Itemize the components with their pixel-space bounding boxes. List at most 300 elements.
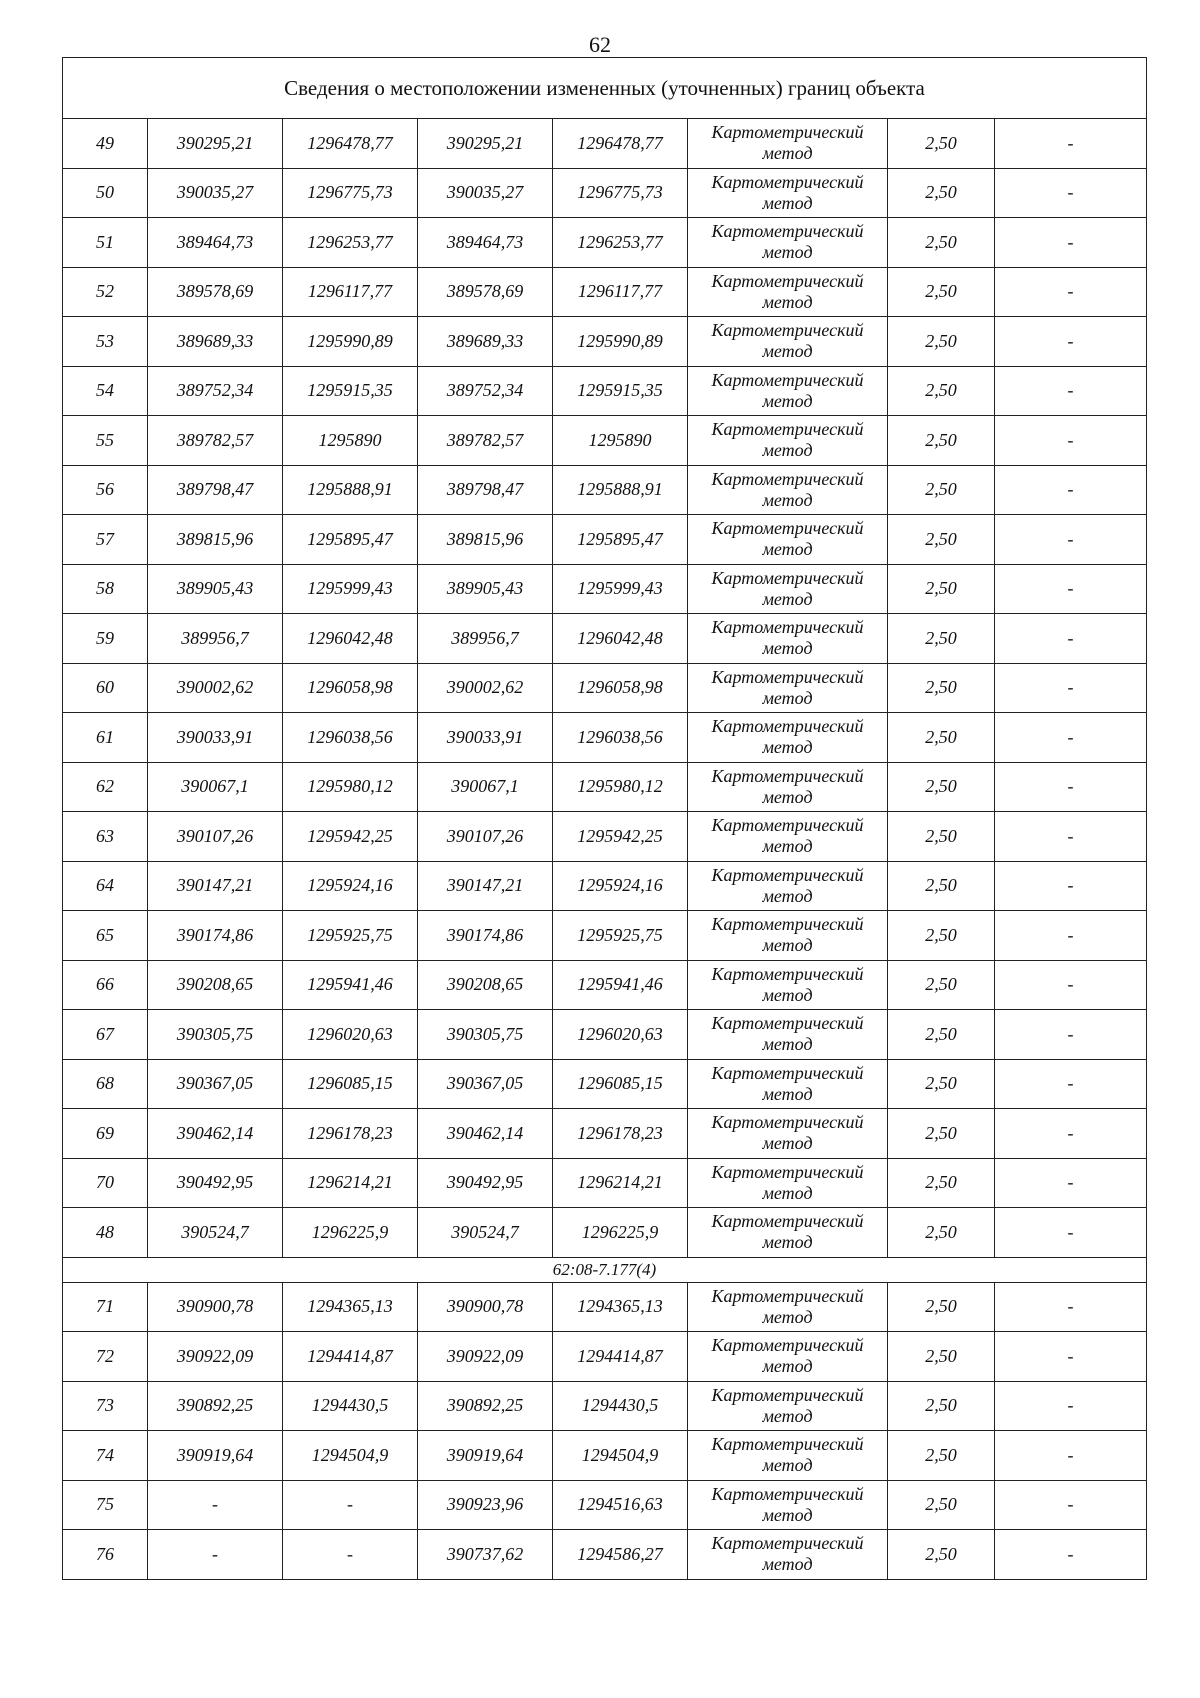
refined-x-cell: 390462,14 [418,1109,553,1159]
description-cell: - [995,1208,1147,1258]
table-row [63,911,1147,961]
existing-y-cell: 1295941,46 [283,960,418,1010]
accuracy-cell: 2,50 [888,911,995,961]
point-number-cell: 52 [63,267,148,317]
table-title-row [63,58,1147,119]
existing-y-cell: - [283,1530,418,1580]
description-cell: - [995,416,1147,466]
description-cell: - [995,762,1147,812]
table-row [63,1282,1147,1332]
method-line2: метод [762,1232,813,1253]
refined-x-cell: 390147,21 [418,861,553,911]
method-line2: метод [762,786,813,807]
method-line2: метод [762,242,813,263]
description-cell: - [995,119,1147,169]
table-row [63,713,1147,763]
refined-y-cell: 1295890 [553,416,688,466]
refined-y-cell: 1295925,75 [553,911,688,961]
existing-y-cell: 1296117,77 [283,267,418,317]
method-line2: метод [762,390,813,411]
method-line2: метод [762,836,813,857]
description-cell: - [995,1282,1147,1332]
method-cell [688,515,888,565]
point-number-cell: 69 [63,1109,148,1159]
refined-y-cell: 1294516,63 [553,1480,688,1530]
method-cell [688,416,888,466]
refined-y-cell: 1295895,47 [553,515,688,565]
refined-y-cell: 1295980,12 [553,762,688,812]
method-cell [688,1010,888,1060]
table-row [63,1010,1147,1060]
existing-x-cell: - [148,1480,283,1530]
method-cell [688,1208,888,1258]
table-row [63,1332,1147,1382]
accuracy-cell: 2,50 [888,960,995,1010]
existing-x-cell: 389578,69 [148,267,283,317]
method-cell [688,564,888,614]
refined-y-cell: 1294504,9 [553,1431,688,1481]
existing-x-cell: 389956,7 [148,614,283,664]
existing-y-cell: 1295925,75 [283,911,418,961]
method-line1: Картометрический [711,369,864,390]
description-cell: - [995,515,1147,565]
method-cell [688,119,888,169]
point-number-cell: 59 [63,614,148,664]
method-cell [688,1480,888,1530]
table-row [63,317,1147,367]
refined-y-cell: 1294586,27 [553,1530,688,1580]
existing-x-cell: 390035,27 [148,168,283,218]
table-row [63,1208,1147,1258]
existing-y-cell: 1295980,12 [283,762,418,812]
method-line2: метод [762,291,813,312]
method-line1: Картометрический [711,815,864,836]
description-cell: - [995,960,1147,1010]
description-cell: - [995,713,1147,763]
method-cell [688,1381,888,1431]
accuracy-cell: 2,50 [888,416,995,466]
table-row [63,515,1147,565]
existing-y-cell: 1296775,73 [283,168,418,218]
method-line1: Картометрический [711,914,864,935]
description-cell: - [995,1530,1147,1580]
method-line2: метод [762,440,813,461]
refined-y-cell: 1296253,77 [553,218,688,268]
description-cell: - [995,614,1147,664]
method-cell [688,218,888,268]
existing-y-cell: 1296225,9 [283,1208,418,1258]
refined-y-cell: 1296225,9 [553,1208,688,1258]
method-line2: метод [762,1504,813,1525]
accuracy-cell: 2,50 [888,1530,995,1580]
accuracy-cell: 2,50 [888,366,995,416]
refined-y-cell: 1296020,63 [553,1010,688,1060]
accuracy-cell: 2,50 [888,1059,995,1109]
existing-y-cell: 1296085,15 [283,1059,418,1109]
method-cell [688,762,888,812]
method-line2: метод [762,737,813,758]
method-line2: метод [762,489,813,510]
description-cell: - [995,465,1147,515]
method-cell [688,465,888,515]
method-cell [688,1109,888,1159]
refined-x-cell: 390919,64 [418,1431,553,1481]
accuracy-cell: 2,50 [888,317,995,367]
refined-x-cell: 390035,27 [418,168,553,218]
refined-y-cell: 1294365,13 [553,1282,688,1332]
method-line1: Картометрический [711,171,864,192]
method-line1: Картометрический [711,419,864,440]
method-line2: метод [762,588,813,609]
table-row [63,564,1147,614]
method-cell [688,911,888,961]
method-line1: Картометрический [711,567,864,588]
method-line2: метод [762,539,813,560]
refined-x-cell: 389956,7 [418,614,553,664]
accuracy-cell: 2,50 [888,1332,995,1382]
existing-y-cell: 1296058,98 [283,663,418,713]
description-cell: - [995,861,1147,911]
existing-y-cell: 1295942,25 [283,812,418,862]
refined-x-cell: 390033,91 [418,713,553,763]
refined-x-cell: 390492,95 [418,1158,553,1208]
method-line1: Картометрический [711,617,864,638]
description-cell: - [995,168,1147,218]
point-number-cell: 73 [63,1381,148,1431]
refined-x-cell: 390002,62 [418,663,553,713]
table-row [63,218,1147,268]
existing-x-cell: 390922,09 [148,1332,283,1382]
refined-y-cell: 1296058,98 [553,663,688,713]
refined-y-cell: 1296775,73 [553,168,688,218]
accuracy-cell: 2,50 [888,218,995,268]
method-line1: Картометрический [711,1161,864,1182]
existing-x-cell: 390900,78 [148,1282,283,1332]
point-number-cell: 54 [63,366,148,416]
method-cell [688,1059,888,1109]
method-line2: метод [762,638,813,659]
existing-y-cell: 1295990,89 [283,317,418,367]
point-number-cell: 48 [63,1208,148,1258]
refined-y-cell: 1296214,21 [553,1158,688,1208]
existing-x-cell: - [148,1530,283,1580]
method-line1: Картометрический [711,765,864,786]
point-number-cell: 51 [63,218,148,268]
existing-x-cell: 390892,25 [148,1381,283,1431]
refined-x-cell: 390524,7 [418,1208,553,1258]
method-line1: Картометрический [711,1112,864,1133]
description-cell: - [995,812,1147,862]
existing-y-cell: 1296042,48 [283,614,418,664]
point-number-cell: 57 [63,515,148,565]
point-number-cell: 76 [63,1530,148,1580]
method-line2: метод [762,1306,813,1327]
point-number-cell: 72 [63,1332,148,1382]
point-number-cell: 68 [63,1059,148,1109]
refined-x-cell: 390737,62 [418,1530,553,1580]
refined-y-cell: 1296478,77 [553,119,688,169]
method-line1: Картометрический [711,1434,864,1455]
method-line2: метод [762,1405,813,1426]
method-cell [688,1530,888,1580]
refined-x-cell: 389464,73 [418,218,553,268]
table-row [63,119,1147,169]
existing-x-cell: 389464,73 [148,218,283,268]
existing-x-cell: 389782,57 [148,416,283,466]
point-number-cell: 74 [63,1431,148,1481]
point-number-cell: 64 [63,861,148,911]
method-cell [688,1158,888,1208]
existing-y-cell: - [283,1480,418,1530]
existing-x-cell: 389752,34 [148,366,283,416]
refined-y-cell: 1295941,46 [553,960,688,1010]
accuracy-cell: 2,50 [888,663,995,713]
refined-x-cell: 390892,25 [418,1381,553,1431]
refined-x-cell: 389689,33 [418,317,553,367]
existing-x-cell: 390147,21 [148,861,283,911]
existing-x-cell: 389815,96 [148,515,283,565]
method-cell [688,812,888,862]
table-row [63,1480,1147,1530]
existing-y-cell: 1295888,91 [283,465,418,515]
point-number-cell: 58 [63,564,148,614]
description-cell: - [995,366,1147,416]
existing-x-cell: 390919,64 [148,1431,283,1481]
refined-x-cell: 390107,26 [418,812,553,862]
accuracy-cell: 2,50 [888,861,995,911]
table-row [63,614,1147,664]
existing-y-cell: 1295999,43 [283,564,418,614]
accuracy-cell: 2,50 [888,564,995,614]
table-row [63,1431,1147,1481]
method-line1: Картометрический [711,1335,864,1356]
accuracy-cell: 2,50 [888,168,995,218]
refined-x-cell: 390923,96 [418,1480,553,1530]
page-number: 62 [589,32,611,57]
accuracy-cell: 2,50 [888,614,995,664]
method-cell [688,1431,888,1481]
point-number-cell: 60 [63,663,148,713]
method-cell [688,317,888,367]
description-cell: - [995,1332,1147,1382]
table-row [63,762,1147,812]
refined-x-cell: 389752,34 [418,366,553,416]
point-number-cell: 62 [63,762,148,812]
method-line2: метод [762,1182,813,1203]
accuracy-cell: 2,50 [888,267,995,317]
coordinates-table [62,57,1147,1580]
point-number-cell: 56 [63,465,148,515]
accuracy-cell: 2,50 [888,713,995,763]
description-cell: - [995,1431,1147,1481]
refined-x-cell: 390922,09 [418,1332,553,1382]
table-row [63,812,1147,862]
refined-x-cell: 390174,86 [418,911,553,961]
table-row [63,1381,1147,1431]
refined-x-cell: 389815,96 [418,515,553,565]
description-cell: - [995,1158,1147,1208]
method-line1: Картометрический [711,122,864,143]
method-line1: Картометрический [711,270,864,291]
refined-x-cell: 390295,21 [418,119,553,169]
point-number-cell: 67 [63,1010,148,1060]
method-line1: Картометрический [711,716,864,737]
existing-x-cell: 390492,95 [148,1158,283,1208]
point-number-cell: 61 [63,713,148,763]
method-line1: Картометрический [711,1285,864,1306]
table-row [63,1109,1147,1159]
method-line2: метод [762,192,813,213]
existing-x-cell: 390067,1 [148,762,283,812]
method-line1: Картометрический [711,666,864,687]
existing-y-cell: 1294430,5 [283,1381,418,1431]
cadastral-number-label: 62:08-7.177(4) [63,1257,1147,1282]
existing-y-cell: 1294504,9 [283,1431,418,1481]
existing-y-cell: 1296478,77 [283,119,418,169]
accuracy-cell: 2,50 [888,812,995,862]
refined-y-cell: 1295888,91 [553,465,688,515]
method-line1: Картометрический [711,1483,864,1504]
method-line2: метод [762,984,813,1005]
accuracy-cell: 2,50 [888,1208,995,1258]
refined-y-cell: 1296178,23 [553,1109,688,1159]
method-line1: Картометрический [711,518,864,539]
accuracy-cell: 2,50 [888,1010,995,1060]
table-row [63,1059,1147,1109]
method-cell [688,960,888,1010]
method-line2: метод [762,1034,813,1055]
existing-x-cell: 390524,7 [148,1208,283,1258]
method-line1: Картометрический [711,963,864,984]
method-line2: метод [762,341,813,362]
table-row [63,1158,1147,1208]
existing-x-cell: 390367,05 [148,1059,283,1109]
method-cell [688,663,888,713]
refined-x-cell: 390900,78 [418,1282,553,1332]
existing-x-cell: 390002,62 [148,663,283,713]
existing-y-cell: 1295924,16 [283,861,418,911]
existing-x-cell: 389798,47 [148,465,283,515]
method-cell [688,267,888,317]
method-line1: Картометрический [711,320,864,341]
existing-y-cell: 1296253,77 [283,218,418,268]
refined-x-cell: 390305,75 [418,1010,553,1060]
table-row [63,663,1147,713]
table-row [63,861,1147,911]
method-cell [688,1282,888,1332]
accuracy-cell: 2,50 [888,119,995,169]
existing-y-cell: 1295895,47 [283,515,418,565]
accuracy-cell: 2,50 [888,1109,995,1159]
accuracy-cell: 2,50 [888,762,995,812]
method-line1: Картометрический [711,221,864,242]
method-line1: Картометрический [711,1013,864,1034]
table-row [63,366,1147,416]
existing-x-cell: 390462,14 [148,1109,283,1159]
description-cell: - [995,663,1147,713]
existing-x-cell: 390033,91 [148,713,283,763]
refined-y-cell: 1296117,77 [553,267,688,317]
accuracy-cell: 2,50 [888,515,995,565]
method-cell [688,614,888,664]
refined-x-cell: 389905,43 [418,564,553,614]
description-cell: - [995,564,1147,614]
description-cell: - [995,317,1147,367]
existing-y-cell: 1296214,21 [283,1158,418,1208]
existing-x-cell: 389689,33 [148,317,283,367]
method-line2: метод [762,687,813,708]
refined-x-cell: 390067,1 [418,762,553,812]
refined-y-cell: 1295924,16 [553,861,688,911]
refined-y-cell: 1295990,89 [553,317,688,367]
accuracy-cell: 2,50 [888,1381,995,1431]
method-line2: метод [762,143,813,164]
refined-y-cell: 1294430,5 [553,1381,688,1431]
table-row [63,168,1147,218]
existing-x-cell: 390305,75 [148,1010,283,1060]
table-row [63,465,1147,515]
accuracy-cell: 2,50 [888,1431,995,1481]
description-cell: - [995,1381,1147,1431]
accuracy-cell: 2,50 [888,465,995,515]
description-cell: - [995,1010,1147,1060]
method-line1: Картометрический [711,864,864,885]
method-line2: метод [762,1356,813,1377]
accuracy-cell: 2,50 [888,1282,995,1332]
method-line1: Картометрический [711,468,864,489]
point-number-cell: 49 [63,119,148,169]
refined-y-cell: 1296042,48 [553,614,688,664]
method-line1: Картометрический [711,1062,864,1083]
accuracy-cell: 2,50 [888,1480,995,1530]
method-line2: метод [762,1083,813,1104]
existing-y-cell: 1295890 [283,416,418,466]
table-row [63,416,1147,466]
existing-y-cell: 1296178,23 [283,1109,418,1159]
method-cell [688,366,888,416]
method-line1: Картометрический [711,1533,864,1554]
description-cell: - [995,911,1147,961]
accuracy-cell: 2,50 [888,1158,995,1208]
existing-y-cell: 1296038,56 [283,713,418,763]
section-row [63,1257,1147,1282]
point-number-cell: 55 [63,416,148,466]
point-number-cell: 66 [63,960,148,1010]
refined-y-cell: 1294414,87 [553,1332,688,1382]
refined-y-cell: 1296038,56 [553,713,688,763]
method-cell [688,861,888,911]
point-number-cell: 71 [63,1282,148,1332]
existing-x-cell: 390208,65 [148,960,283,1010]
existing-y-cell: 1295915,35 [283,366,418,416]
table-title: Сведения о местоположении измененных (уточненных) границ объекта [63,58,1147,119]
point-number-cell: 50 [63,168,148,218]
point-number-cell: 75 [63,1480,148,1530]
method-line2: метод [762,1455,813,1476]
refined-x-cell: 389578,69 [418,267,553,317]
description-cell: - [995,1059,1147,1109]
description-cell: - [995,1480,1147,1530]
method-cell [688,713,888,763]
method-line2: метод [762,935,813,956]
point-number-cell: 53 [63,317,148,367]
method-cell [688,168,888,218]
existing-y-cell: 1294414,87 [283,1332,418,1382]
existing-x-cell: 390107,26 [148,812,283,862]
method-line1: Картометрический [711,1384,864,1405]
method-line2: метод [762,1554,813,1575]
method-cell [688,1332,888,1382]
